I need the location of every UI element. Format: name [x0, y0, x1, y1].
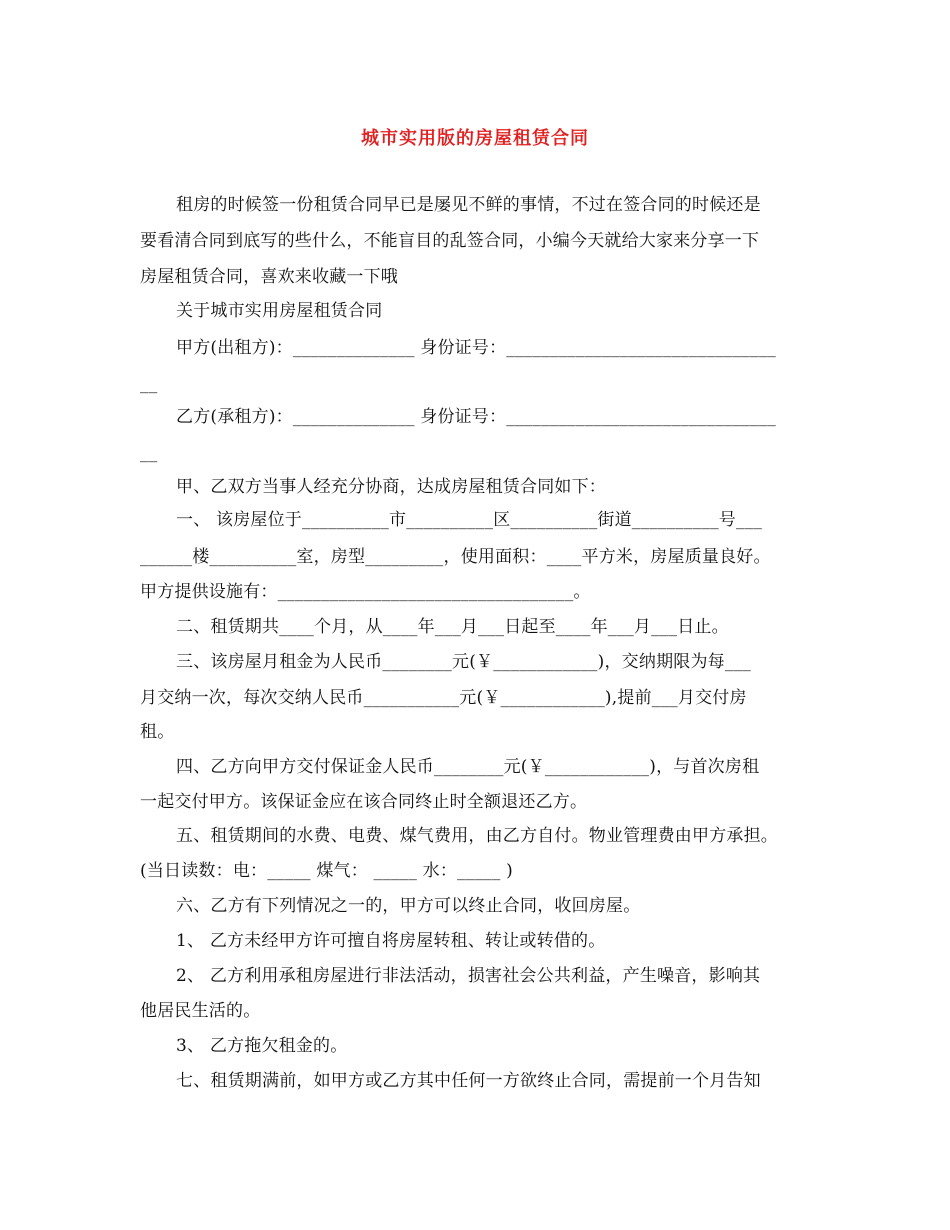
- clause-2-line: 二、租赁期共____个月，从____年___月___日起至____年___月___日止。: [176, 617, 729, 637]
- clause-5-line-1: 五、租赁期间的水费、电费、煤气费用，由乙方自付。物业管理费由甲方承担。: [176, 826, 778, 846]
- intro-line-1: 租房的时候签一份租赁合同早已是屡见不鲜的事情，不过在签合同的时候还是: [176, 195, 761, 215]
- clause-7-line-1: 七、租赁期满前，如甲方或乙方其中任何一方欲终止合同，需提前一个月告知: [176, 1071, 761, 1091]
- party-a-line: 甲方(出租方)：______________ 身份证号：_______________________________: [176, 338, 776, 358]
- clause-4-line-2: 一起交付甲方。该保证金应在该合同终止时全额退还乙方。: [140, 792, 588, 812]
- party-b-line-continued: __: [140, 443, 158, 463]
- clause-6-item-1: 1、 乙方未经甲方许可擅自将房屋转租、转让或转借的。: [176, 931, 606, 951]
- document-title: 城市实用版的房屋租赁合同: [361, 128, 589, 149]
- agreement-preamble: 甲、乙双方当事人经充分协商，达成房屋租赁合同如下：: [176, 477, 606, 497]
- clause-1-line-2: ______楼__________室，房型_________，使用面积：____平方米，房屋质量良好。: [140, 547, 771, 567]
- clause-6-line: 六、乙方有下列情况之一的，甲方可以终止合同，收回房屋。: [176, 896, 641, 916]
- party-b-line: 乙方(承租方)：______________ 身份证号：_______________________________: [176, 407, 776, 427]
- clause-3-line-3: 租。: [140, 722, 175, 742]
- contract-subtitle: 关于城市实用房屋租赁合同: [176, 301, 383, 321]
- clause-1-line-3: 甲方提供设施有：__________________________________。: [140, 582, 591, 602]
- party-a-line-continued: __: [140, 374, 158, 394]
- clause-5-line-2: (当日读数：电：_____ 煤气： _____ 水：_____ ): [140, 861, 513, 881]
- clause-6-item-3: 3、 乙方拖欠租金的。: [176, 1036, 348, 1056]
- clause-4-line-1: 四、乙方向甲方交付保证金人民币________元(￥____________)，与首次房租: [176, 757, 760, 777]
- intro-line-3: 房屋租赁合同，喜欢来收藏一下哦: [140, 267, 398, 287]
- clause-6-item-2-line-2: 他居民生活的。: [140, 1001, 261, 1021]
- clause-6-item-2-line-1: 2、 乙方利用承租房屋进行非法活动，损害社会公共利益，产生噪音，影响其: [176, 966, 761, 986]
- clause-1-line-1: 一、 该房屋位于__________市__________区__________街道__________号___: [176, 510, 763, 530]
- intro-line-2: 要看清合同到底写的些什么，不能盲目的乱签合同，小编今天就给大家来分享一下: [140, 231, 760, 251]
- clause-3-line-1: 三、该房屋月租金为人民币________元(￥____________)，交纳期限为每___: [176, 652, 751, 672]
- clause-3-line-2: 月交纳一次，每次交纳人民币___________元(￥____________),提前___月交付房: [140, 688, 747, 708]
